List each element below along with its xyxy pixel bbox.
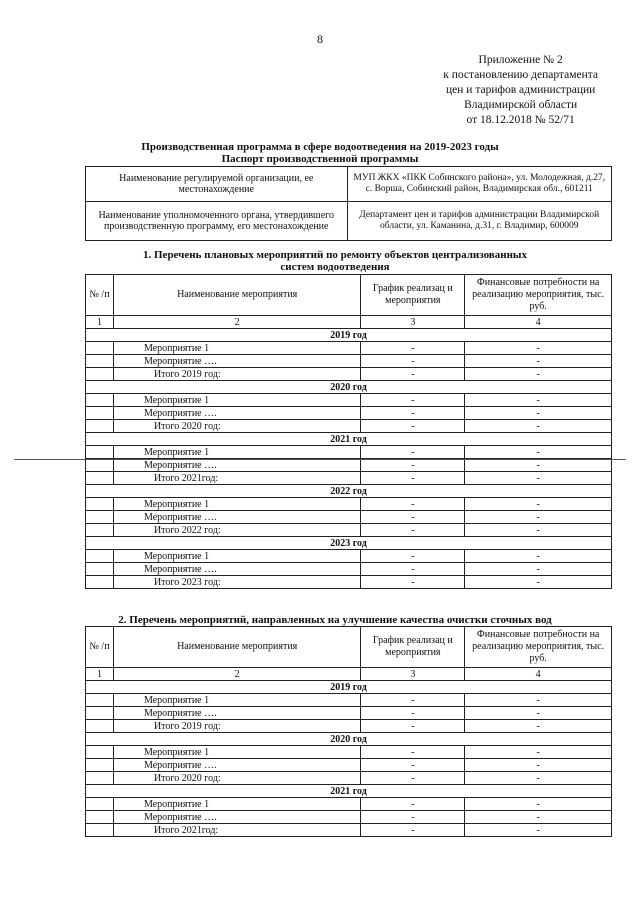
passport-title: Паспорт производственной программы [221, 153, 419, 165]
year-label: 2021 год [86, 785, 612, 798]
table-header-row [86, 627, 612, 668]
table-cell: - [361, 550, 465, 563]
table-row [86, 459, 612, 472]
page-number: 8 [317, 32, 323, 46]
table-cell: - [361, 342, 465, 355]
appendix-line: Владимирской области [464, 99, 578, 111]
table-cell: - [465, 759, 612, 772]
table-cell: - [361, 720, 465, 733]
table-cell: Итого 2020 год: [113, 772, 360, 785]
table-cell [86, 746, 114, 759]
appendix-block [443, 53, 598, 128]
table-cell [86, 694, 114, 707]
table-cell: - [361, 759, 465, 772]
table-cell: - [361, 472, 465, 485]
header-finance: Финансовые потребности на реализацию мероприятия, тыс. руб. [465, 275, 612, 316]
table-cell: - [465, 420, 612, 433]
year-label: 2022 год [86, 485, 612, 498]
header-num: № /п [86, 627, 114, 668]
table-cell: Мероприятие …. [113, 459, 360, 472]
year-label: 2019 год [86, 329, 612, 342]
table-cell: - [361, 811, 465, 824]
table-row [86, 524, 612, 537]
table-cell: Мероприятие 1 [113, 550, 360, 563]
table-cell: - [465, 472, 612, 485]
year-label: 2023 год [86, 537, 612, 550]
appendix-line: от 18.12.2018 № 52/71 [466, 114, 575, 126]
table-cell: - [361, 772, 465, 785]
table-cell: - [465, 772, 612, 785]
appendix-line: к постановлению департамента [443, 69, 598, 81]
table-cell: - [465, 524, 612, 537]
table-cell: - [361, 576, 465, 589]
table-cell: Итого 2021год: [113, 824, 360, 837]
table-cell: 3 [361, 668, 465, 681]
table-cell [86, 355, 114, 368]
table-cell: - [465, 707, 612, 720]
table-row [86, 707, 612, 720]
table-cell: Мероприятие …. [113, 355, 360, 368]
table-row [86, 446, 612, 459]
table-cell: - [465, 563, 612, 576]
table-row [86, 316, 612, 329]
table-row [86, 811, 612, 824]
table-row [86, 824, 612, 837]
table-cell [86, 407, 114, 420]
table-cell: - [465, 720, 612, 733]
table-row [86, 420, 612, 433]
section1-title-cont: систем водоотведения [280, 261, 390, 273]
table-cell: Итого 2019 год: [113, 368, 360, 381]
table-row [86, 746, 612, 759]
table-cell: Мероприятие …. [113, 759, 360, 772]
table-cell: - [465, 355, 612, 368]
table-row [86, 759, 612, 772]
table-cell: 3 [361, 316, 465, 329]
section2-title: 2. Перечень мероприятий, направленных на улучшение качества очистки сточных вод [118, 614, 552, 626]
table-row [86, 407, 612, 420]
table-cell: Мероприятие 1 [113, 498, 360, 511]
table-row [86, 167, 612, 202]
table-cell: Итого 2022 год: [113, 524, 360, 537]
plan-table-1 [85, 274, 612, 589]
table-cell [86, 798, 114, 811]
table-cell: Мероприятие 1 [113, 394, 360, 407]
table-cell: 4 [465, 668, 612, 681]
table-cell: - [361, 798, 465, 811]
appendix-line: цен и тарифов администрации [446, 84, 596, 96]
table-row [86, 798, 612, 811]
table-row [86, 550, 612, 563]
table-row [86, 342, 612, 355]
table-cell: - [465, 407, 612, 420]
table-cell: - [465, 498, 612, 511]
table-row [86, 355, 612, 368]
table-cell: 4 [465, 316, 612, 329]
table-cell [86, 772, 114, 785]
table-cell: - [361, 824, 465, 837]
year-row [86, 381, 612, 394]
table-cell: - [361, 420, 465, 433]
table-cell [86, 498, 114, 511]
year-label: 2020 год [86, 381, 612, 394]
table-cell [86, 394, 114, 407]
table-row [86, 472, 612, 485]
header-num: № /п [86, 275, 114, 316]
table-cell [86, 459, 114, 472]
table-cell: Мероприятие …. [113, 511, 360, 524]
table-cell: 2 [113, 316, 360, 329]
table-cell [86, 720, 114, 733]
table-cell: - [361, 563, 465, 576]
table-cell: - [465, 368, 612, 381]
table-cell: 1 [86, 316, 114, 329]
table-cell [86, 446, 114, 459]
table-cell [86, 759, 114, 772]
header-schedule: График реализац и мероприятия [361, 275, 465, 316]
table-cell: - [361, 746, 465, 759]
table-cell: - [361, 498, 465, 511]
table-cell [86, 511, 114, 524]
table-row [86, 772, 612, 785]
table-cell: Мероприятие 1 [113, 342, 360, 355]
table-row [86, 576, 612, 589]
table-row [86, 720, 612, 733]
table-cell: Наименование регулируемой организации, ее местонахождение [86, 167, 348, 202]
table-cell: - [361, 524, 465, 537]
header-name: Наименование мероприятия [113, 275, 360, 316]
year-row [86, 681, 612, 694]
year-label: 2020 год [86, 733, 612, 746]
table-cell [86, 707, 114, 720]
table-cell [86, 342, 114, 355]
table-cell [86, 420, 114, 433]
table-cell: Итого 2020 год: [113, 420, 360, 433]
header-schedule: График реализац и мероприятия [361, 627, 465, 668]
table-cell [86, 472, 114, 485]
year-label: 2021 год [86, 433, 612, 446]
table-cell [86, 368, 114, 381]
table-row [86, 394, 612, 407]
table-cell: - [361, 394, 465, 407]
table-cell: Мероприятие …. [113, 811, 360, 824]
table-cell: - [465, 511, 612, 524]
table-cell: - [361, 368, 465, 381]
table-cell: - [465, 694, 612, 707]
table-cell: Наименование уполномоченного органа, утвердившего производственную программу, его местонахождение [86, 202, 348, 241]
program-title: Производственная программа в сфере водоотведения на 2019-2023 годы [141, 141, 499, 153]
table-cell [86, 563, 114, 576]
table-cell: Департамент цен и тарифов администрации Владимирской области, ул. Каманина, д.31, г. Владимир, 600009 [347, 202, 611, 241]
table-cell: - [361, 407, 465, 420]
table-header-row [86, 275, 612, 316]
table-cell: МУП ЖКХ «ПКК Собинского района», ул. Молодежная, д.27, с. Ворша, Собинский район, Владимирская обл., 601211 [347, 167, 611, 202]
passport-table [85, 166, 612, 241]
year-row [86, 485, 612, 498]
year-row [86, 733, 612, 746]
appendix-line: Приложение № 2 [478, 54, 563, 66]
table-cell: Итого 2023 год: [113, 576, 360, 589]
table-cell: 2 [113, 668, 360, 681]
table-row [86, 668, 612, 681]
table-cell [86, 576, 114, 589]
table-cell: Мероприятие …. [113, 407, 360, 420]
header-finance: Финансовые потребности на реализацию мероприятия, тыс. руб. [465, 627, 612, 668]
table-row [86, 202, 612, 241]
table-cell: - [361, 355, 465, 368]
table-cell: Мероприятие 1 [113, 694, 360, 707]
table-row [86, 511, 612, 524]
table-cell: - [465, 459, 612, 472]
table-row [86, 498, 612, 511]
table-cell: - [465, 811, 612, 824]
table-row [86, 368, 612, 381]
year-row [86, 433, 612, 446]
table-cell [86, 550, 114, 563]
table-cell: - [361, 511, 465, 524]
table-cell: Мероприятие …. [113, 563, 360, 576]
year-row [86, 785, 612, 798]
year-label: 2019 год [86, 681, 612, 694]
plan-table-2 [85, 626, 612, 837]
table-cell: - [361, 446, 465, 459]
table-cell: - [465, 576, 612, 589]
table-cell: 1 [86, 668, 114, 681]
table-cell: Мероприятие 1 [113, 746, 360, 759]
table-cell: - [465, 342, 612, 355]
table-cell: - [465, 824, 612, 837]
table-cell: - [361, 707, 465, 720]
section1-title: 1. Перечень плановых мероприятий по ремонту объектов централизованных [143, 249, 527, 261]
table-cell: - [465, 798, 612, 811]
table-cell: - [465, 550, 612, 563]
table-cell: Итого 2021год: [113, 472, 360, 485]
table-cell: - [465, 746, 612, 759]
table-cell: - [361, 694, 465, 707]
table-cell: - [465, 394, 612, 407]
year-row [86, 329, 612, 342]
table-cell [86, 811, 114, 824]
table-cell: Мероприятие …. [113, 707, 360, 720]
table-row [86, 694, 612, 707]
table-cell: Мероприятие 1 [113, 798, 360, 811]
table-cell [86, 524, 114, 537]
year-row [86, 537, 612, 550]
table-row [86, 563, 612, 576]
table-cell [86, 824, 114, 837]
table-cell: Мероприятие 1 [113, 446, 360, 459]
table-cell: - [361, 459, 465, 472]
scan-artifact-line [14, 459, 626, 460]
header-name: Наименование мероприятия [113, 627, 360, 668]
table-cell: - [465, 446, 612, 459]
table-cell: Итого 2019 год: [113, 720, 360, 733]
